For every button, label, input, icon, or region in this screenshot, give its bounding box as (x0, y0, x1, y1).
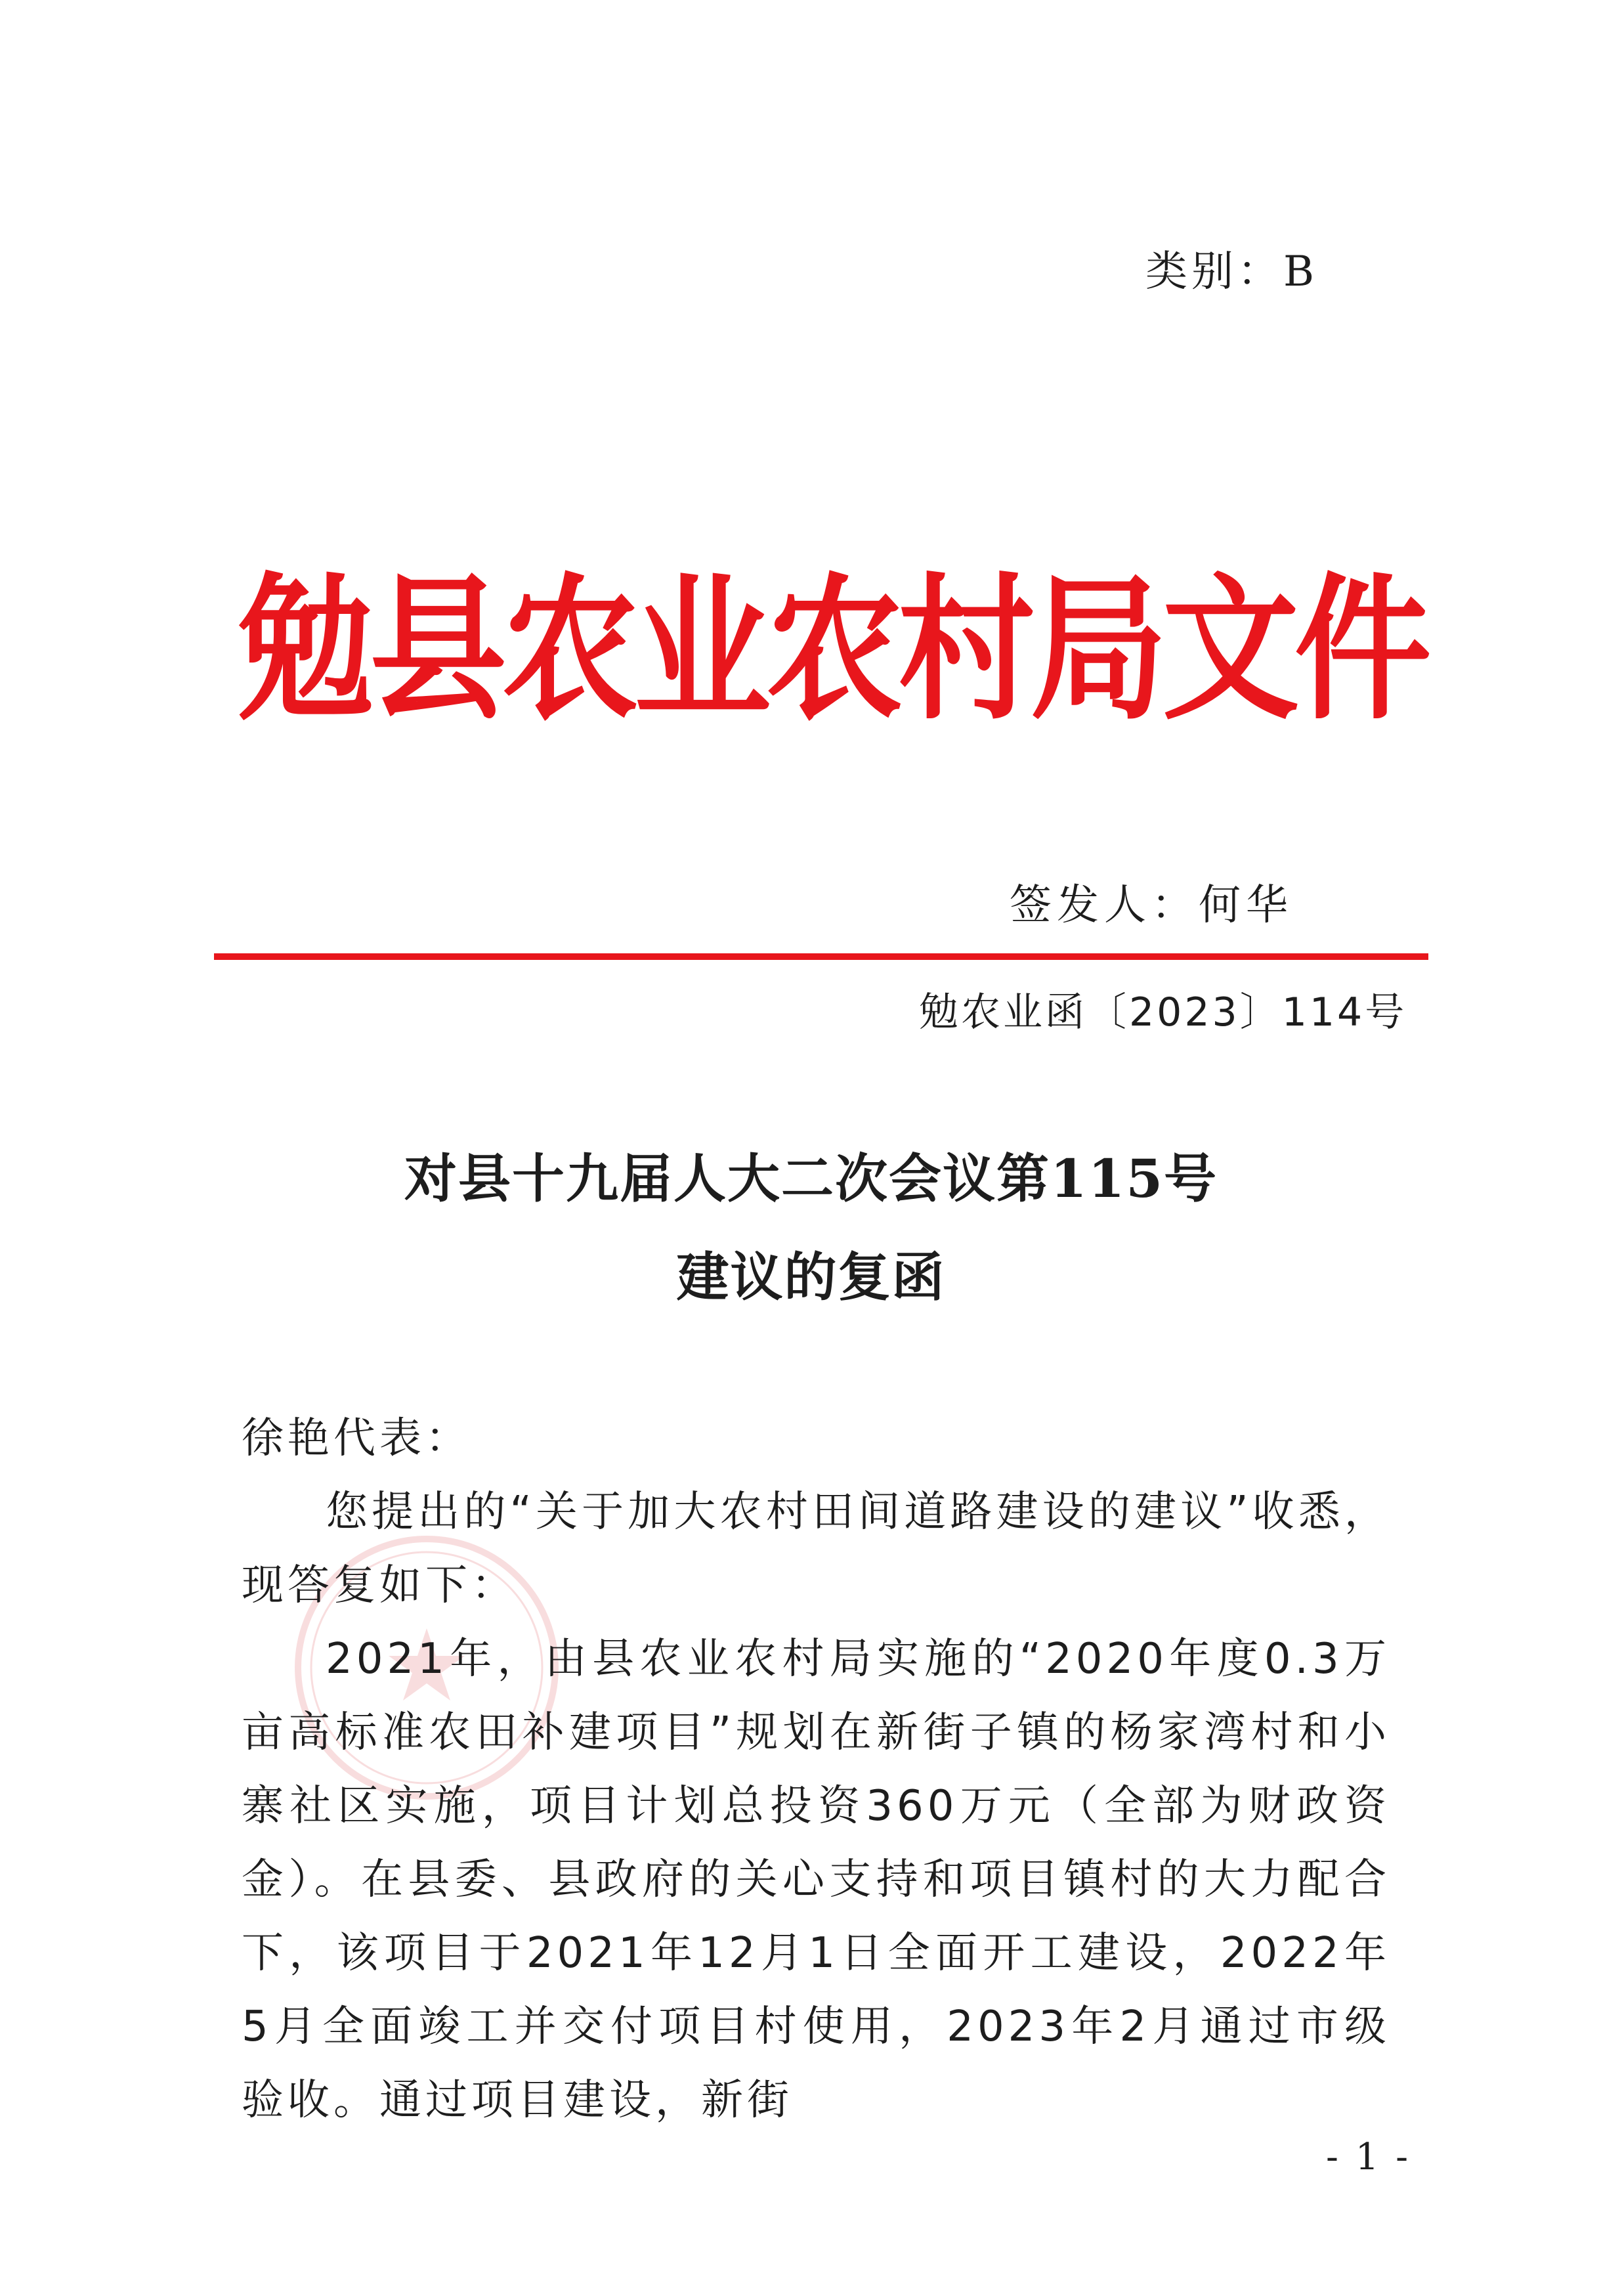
salutation: 徐艳代表： (242, 1414, 471, 1463)
category-marker (1145, 248, 1319, 296)
page-number: - 1 - (1326, 2136, 1411, 2178)
body-paragraph: 2021年，由县农业农村局实施的“2020年度0.3万亩高标准农田补建项目”规划在新街子镇的杨家湾村和小寨社区实施，项目计划总投资360万元（全部为财政资金）。在县委、县政府的关心支持和项目镇村的大力配合下，该项目于2021年12月1日全面开工建设，2022年5月全面竣工并交付项目村使用，2023年2月通过市级验收。通过项目建设，新街 (242, 1635, 1390, 2125)
letter-body (242, 1402, 1390, 2137)
category-label: 类别： (1145, 248, 1283, 296)
headline-line-1: 对县十九届人大二次会议第115号 (404, 1148, 1218, 1209)
headline-line-2: 建议的复函 (676, 1246, 946, 1308)
red-divider-line (214, 953, 1428, 960)
document-issuer-title: 勉县农业农村局文件 (238, 558, 1427, 741)
signer-line: 签发人：何华 (1010, 881, 1293, 930)
body-paragraph: 您提出的“关于加大农村田间道路建设的建议”收悉，现答复如下： (242, 1488, 1390, 1610)
category-value: B (1283, 248, 1319, 296)
document-number: 勉农业函〔2023〕114号 (919, 989, 1407, 1035)
